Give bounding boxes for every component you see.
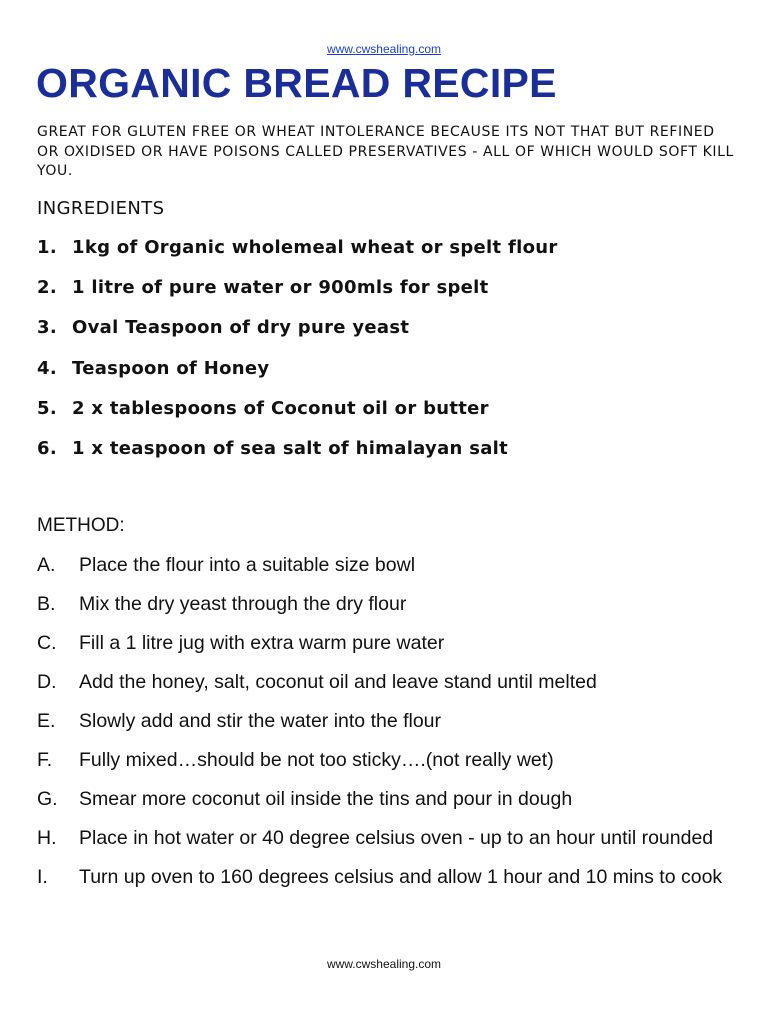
- header-website-link[interactable]: www.cwshealing.com: [326, 42, 442, 56]
- method-step-text: Turn up oven to 160 degrees celsius and allow 1 hour and 10 mins to cook: [79, 866, 723, 888]
- method-step: [37, 827, 737, 850]
- method-step-letter: G.: [37, 788, 58, 810]
- method-step-text: Mix the dry yeast through the dry flour: [79, 593, 407, 615]
- ingredient-item: [37, 317, 558, 357]
- method-step: [37, 710, 737, 733]
- method-step: [37, 866, 737, 889]
- ingredient-number: 5.: [37, 397, 57, 419]
- method-step: [37, 632, 737, 655]
- method-step-letter: A.: [37, 554, 56, 576]
- ingredient-number: 1.: [37, 237, 57, 258]
- method-step: [37, 749, 737, 772]
- ingredient-item: [37, 277, 558, 317]
- method-step-text: Slowly add and stir the water into the flour: [79, 710, 442, 732]
- footer-website-text: www.cwshealing.com: [326, 957, 442, 971]
- method-step-text: Place the flour into a suitable size bowl: [79, 554, 416, 576]
- intro-paragraph: GREAT FOR GLUTEN FREE OR WHEAT INTOLERANCE BECAUSE ITS NOT THAT BUT REFINED OR OXIDISED OR HAVE POISONS CALLED PRESERVATIVES - ALL OF WHICH WOULD SOFT KILL YOU.: [37, 124, 734, 179]
- method-step-text: Add the honey, salt, coconut oil and leave stand until melted: [79, 671, 597, 693]
- ingredient-number: 6.: [37, 437, 57, 459]
- ingredient-item: [37, 358, 558, 398]
- ingredients-heading: INGREDIENTS: [37, 198, 165, 219]
- ingredient-number: 4.: [37, 357, 57, 379]
- ingredient-text: 1kg of Organic wholemeal wheat or spelt flour: [72, 237, 558, 258]
- method-step: [37, 593, 737, 616]
- ingredient-number: 2.: [37, 277, 57, 299]
- ingredient-item: [37, 237, 558, 277]
- ingredient-text: Teaspoon of Honey: [72, 357, 270, 379]
- ingredient-item: [37, 398, 558, 438]
- method-step: [37, 671, 737, 694]
- ingredient-item: [37, 438, 558, 478]
- method-step-letter: H.: [37, 827, 57, 849]
- method-step-text: Fill a 1 litre jug with extra warm pure water: [79, 632, 445, 654]
- ingredient-text: 1 litre of pure water or 900mls for spelt: [72, 277, 489, 299]
- method-step-text: Fully mixed…should be not too sticky….(not really wet): [79, 749, 554, 771]
- method-step-text: Smear more coconut oil inside the tins and pour in dough: [79, 788, 573, 810]
- ingredient-text: 2 x tablespoons of Coconut oil or butter: [72, 397, 489, 419]
- method-step-letter: B.: [37, 593, 56, 615]
- method-list: [37, 554, 737, 905]
- method-heading: METHOD:: [37, 515, 125, 536]
- ingredient-text: Oval Teaspoon of dry pure yeast: [72, 317, 410, 339]
- method-step: [37, 554, 737, 577]
- method-step-letter: F.: [37, 749, 53, 771]
- method-step: [37, 788, 737, 811]
- method-step-letter: C.: [37, 632, 57, 654]
- page-title: ORGANIC BREAD RECIPE: [36, 60, 557, 106]
- method-step-letter: I.: [37, 866, 48, 888]
- ingredient-text: 1 x teaspoon of sea salt of himalayan salt: [72, 437, 509, 459]
- method-step-letter: D.: [37, 671, 57, 693]
- ingredient-number: 3.: [37, 317, 57, 339]
- method-step-text: Place in hot water or 40 degree celsius oven - up to an hour until rounded: [79, 827, 714, 849]
- method-step-letter: E.: [37, 710, 56, 732]
- ingredients-list: [37, 237, 558, 478]
